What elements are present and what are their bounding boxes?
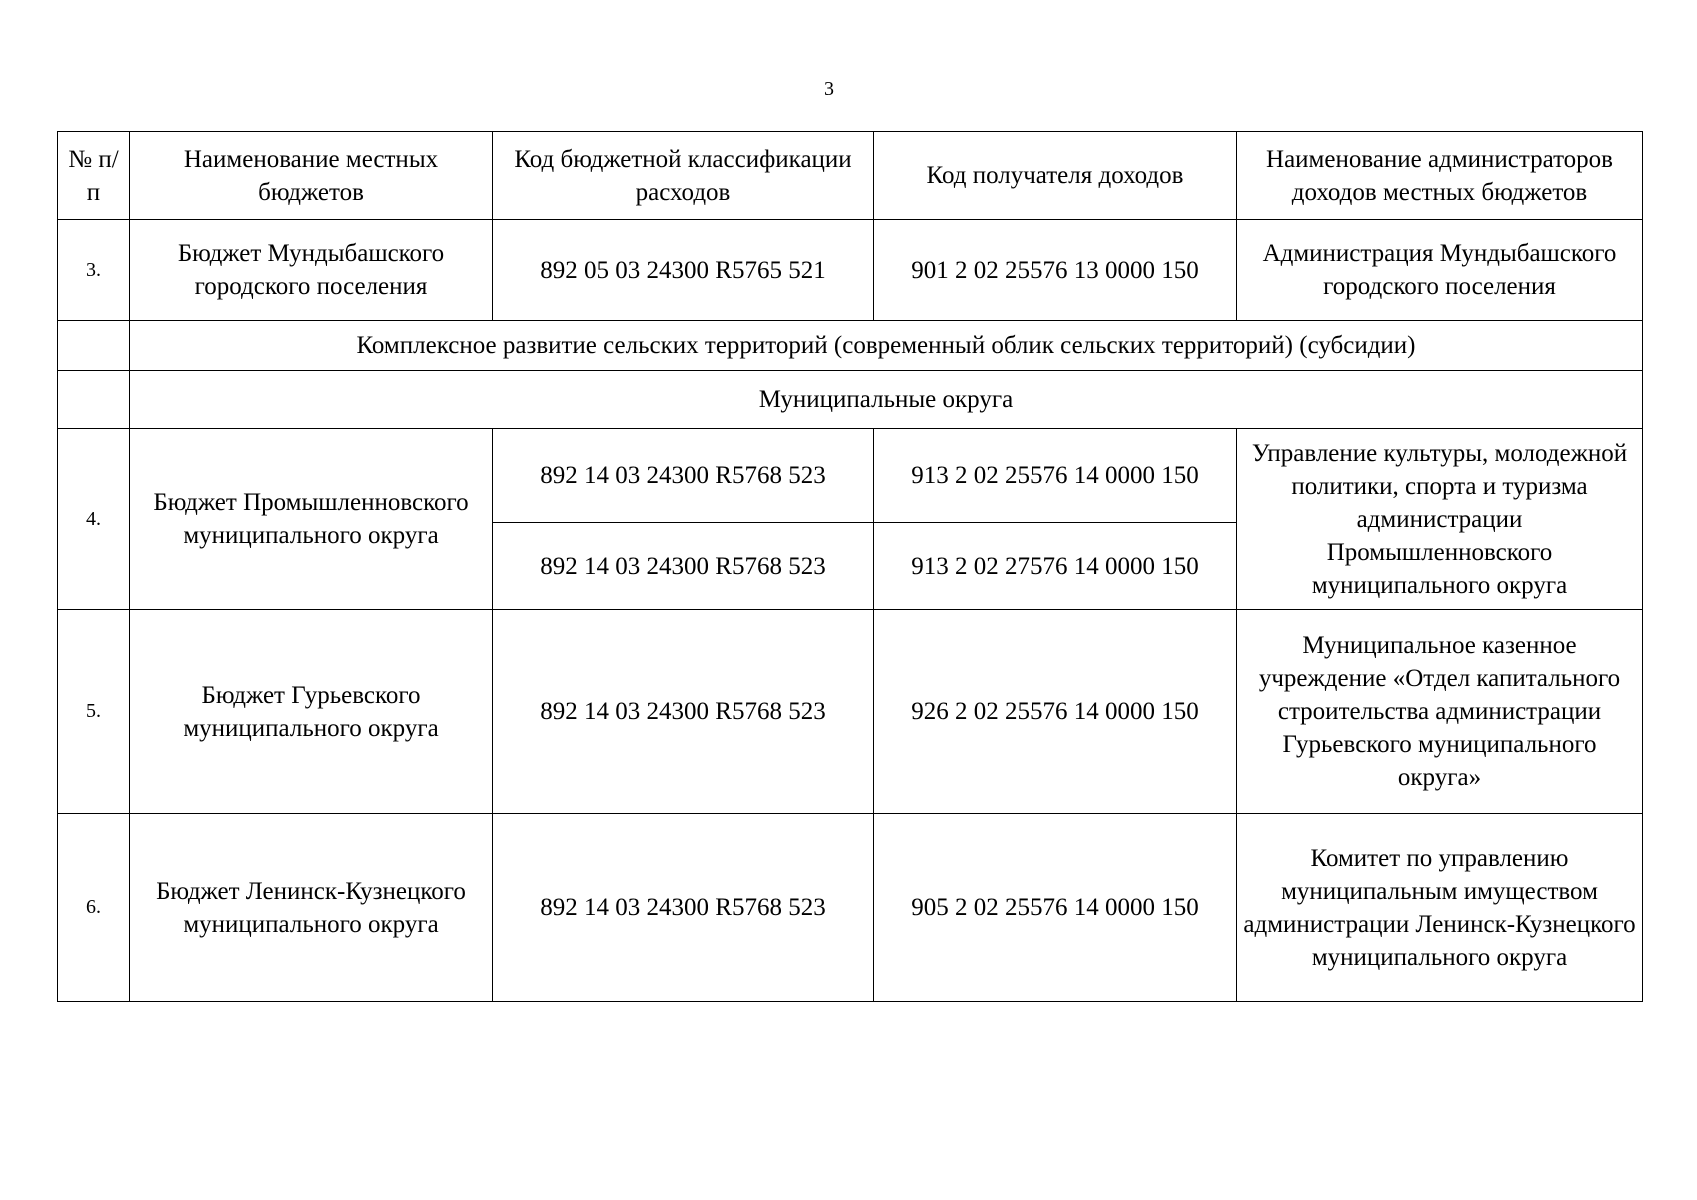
budget-name: Бюджет Промышленновского муниципального округа	[130, 429, 493, 610]
recipient-code: 901 2 02 25576 13 0000 150	[874, 220, 1237, 321]
expense-code: 892 14 03 24300 R5768 523	[493, 523, 874, 610]
empty-cell	[58, 371, 130, 429]
table-row	[58, 610, 1643, 814]
header-administrators: Наименование администраторов доходов местных бюджетов	[1237, 132, 1643, 220]
row-number: 5.	[58, 610, 130, 814]
budget-name: Бюджет Гурьевского муниципального округа	[130, 610, 493, 814]
recipient-code: 905 2 02 25576 14 0000 150	[874, 814, 1237, 1002]
recipient-code: 926 2 02 25576 14 0000 150	[874, 610, 1237, 814]
page-number: 3	[824, 78, 834, 100]
subsection-title: Муниципальные округа	[130, 371, 1643, 429]
budget-name: Бюджет Мундыбашского городского поселения	[130, 220, 493, 321]
header-expense-code: Код бюджетной классификации расходов	[493, 132, 874, 220]
section-title: Комплексное развитие сельских территорий (современный облик сельских территорий) (субсидии)	[130, 321, 1643, 371]
section-row	[58, 321, 1643, 371]
table-row	[58, 220, 1643, 321]
row-number: 4.	[58, 429, 130, 610]
administrator-name: Комитет по управлению муниципальным имуществом администрации Ленинск-Кузнецкого муниципального округа	[1237, 814, 1643, 1002]
expense-code: 892 14 03 24300 R5768 523	[493, 610, 874, 814]
header-budget-name: Наименование местных бюджетов	[130, 132, 493, 220]
administrator-name: Муниципальное казенное учреждение «Отдел капитального строительства администрации Гурьевского муниципального округа»	[1237, 610, 1643, 814]
administrator-name: Управление культуры, молодежной политики, спорта и туризма администрации Промышленновского муниципального округа	[1237, 429, 1643, 610]
budget-name: Бюджет Ленинск-Кузнецкого муниципального округа	[130, 814, 493, 1002]
expense-code: 892 14 03 24300 R5768 523	[493, 814, 874, 1002]
header-num: № п/п	[58, 132, 130, 220]
subsection-row	[58, 371, 1643, 429]
row-number: 3.	[58, 220, 130, 321]
expense-code: 892 14 03 24300 R5768 523	[493, 429, 874, 523]
recipient-code: 913 2 02 27576 14 0000 150	[874, 523, 1237, 610]
administrator-name: Администрация Мундыбашского городского поселения	[1237, 220, 1643, 321]
empty-cell	[58, 321, 130, 371]
recipient-code: 913 2 02 25576 14 0000 150	[874, 429, 1237, 523]
table-row	[58, 429, 1643, 523]
table-header-row	[58, 132, 1643, 220]
table-row	[58, 814, 1643, 1002]
row-number: 6.	[58, 814, 130, 1002]
expense-code: 892 05 03 24300 R5765 521	[493, 220, 874, 321]
header-recipient-code: Код получателя доходов	[874, 132, 1237, 220]
budget-table	[57, 131, 1643, 1002]
